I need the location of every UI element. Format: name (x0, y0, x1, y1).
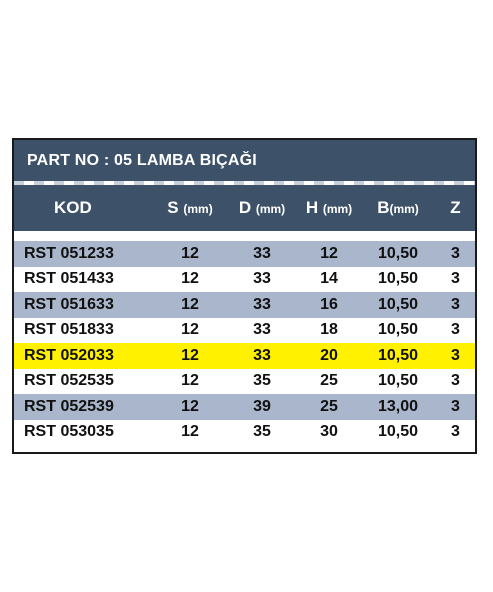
cell-s: 12 (181, 346, 199, 364)
cell-kod: RST 052033 (24, 346, 114, 364)
header-d (226, 198, 298, 218)
cell-kod: RST 051833 (24, 321, 114, 339)
cell-h: 25 (320, 397, 338, 415)
cell-h: 20 (320, 346, 338, 364)
cell-b: 13,00 (377, 397, 419, 415)
cell-kod: RST 051433 (24, 270, 114, 288)
cell-b: 10,50 (377, 244, 419, 262)
header-d-unit: (mm) (255, 202, 286, 216)
header-b-unit: (mm) (389, 202, 419, 216)
cell-z: 3 (451, 270, 460, 288)
table-header-row (14, 185, 475, 231)
cell-s: 12 (181, 397, 199, 415)
cell-h: 16 (320, 295, 338, 313)
cell-d: 33 (253, 346, 271, 364)
cell-b: 10,50 (377, 372, 419, 390)
cell-kod: RST 051233 (24, 244, 114, 262)
cell-z: 3 (451, 244, 460, 262)
header-s-label: S (167, 198, 179, 217)
cell-b: 10,50 (377, 270, 419, 288)
table-body (14, 241, 475, 445)
cell-s: 12 (181, 372, 199, 390)
header-b-label: B (377, 198, 390, 217)
cell-d: 35 (253, 423, 271, 441)
table-row (14, 343, 475, 369)
cell-h: 14 (320, 270, 338, 288)
cell-d: 33 (253, 321, 271, 339)
cell-d: 33 (253, 244, 271, 262)
cell-h: 30 (320, 423, 338, 441)
header-d-label: D (238, 198, 252, 217)
cell-kod: RST 053035 (24, 423, 114, 441)
spec-table-card (12, 138, 477, 454)
cell-s: 12 (181, 321, 199, 339)
cell-s: 12 (181, 423, 199, 441)
header-gap (14, 231, 475, 241)
table-row (14, 267, 475, 293)
header-kod (14, 198, 154, 218)
cell-z: 3 (451, 397, 460, 415)
header-s-unit: (mm) (183, 202, 213, 216)
cell-b: 10,50 (377, 321, 419, 339)
cell-z: 3 (451, 423, 460, 441)
header-h-label: H (305, 198, 319, 217)
header-z-label: Z (450, 198, 461, 217)
cell-h: 12 (320, 244, 338, 262)
cell-b: 10,50 (377, 346, 419, 364)
cell-kod: RST 052535 (24, 372, 114, 390)
cell-s: 12 (181, 295, 199, 313)
cell-kod: RST 052539 (24, 397, 114, 415)
header-s (154, 198, 226, 218)
table-title: PART NO : 05 LAMBA BIÇAĞI (14, 140, 475, 181)
cell-kod: RST 051633 (24, 295, 114, 313)
cell-z: 3 (451, 346, 460, 364)
table-row (14, 318, 475, 344)
table-row (14, 241, 475, 267)
cell-b: 10,50 (377, 423, 419, 441)
table-row (14, 369, 475, 395)
cell-d: 33 (253, 270, 271, 288)
header-b (360, 198, 436, 218)
header-h-unit: (mm) (322, 202, 353, 216)
cell-z: 3 (451, 372, 460, 390)
header-z (436, 198, 475, 218)
header-h (298, 198, 360, 218)
cell-d: 35 (253, 372, 271, 390)
cell-s: 12 (181, 244, 199, 262)
cell-s: 12 (181, 270, 199, 288)
cell-h: 25 (320, 372, 338, 390)
cell-z: 3 (451, 295, 460, 313)
table-row (14, 292, 475, 318)
cell-d: 33 (253, 295, 271, 313)
table-row (14, 420, 475, 446)
table-row (14, 394, 475, 420)
cell-d: 39 (253, 397, 271, 415)
cell-h: 18 (320, 321, 338, 339)
header-kod-label: KOD (54, 198, 92, 217)
cell-b: 10,50 (377, 295, 419, 313)
cell-z: 3 (451, 321, 460, 339)
